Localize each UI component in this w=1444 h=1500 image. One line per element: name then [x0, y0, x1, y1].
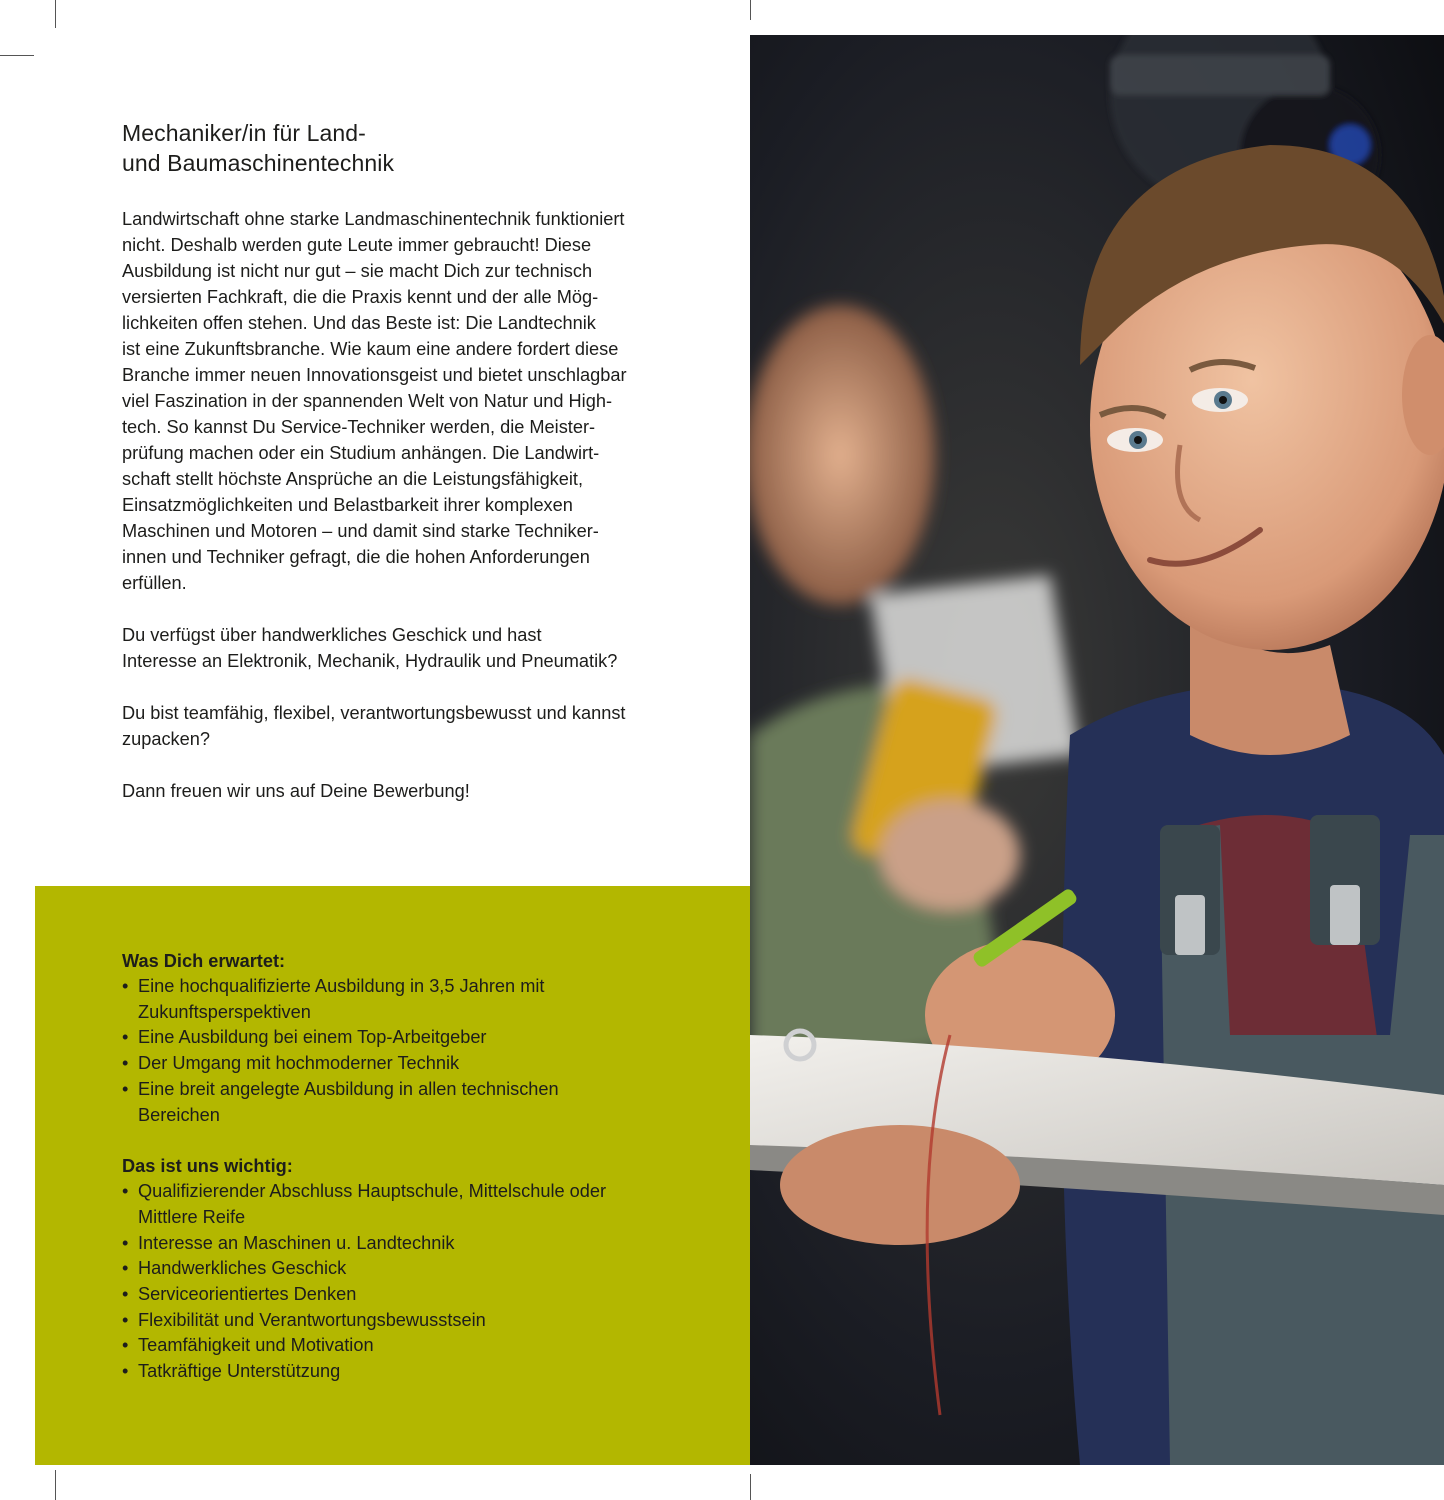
list-item	[122, 1051, 722, 1077]
paragraph-line: ist eine Zukunftsbranche. Wie kaum eine andere fordert diese	[122, 339, 619, 359]
teamwork-paragraph	[122, 700, 722, 752]
paragraph-line: schaft stellt höchste Ansprüche an die Leistungsfähigkeit,	[122, 469, 584, 489]
title-line: Mechaniker/in für Land-	[122, 120, 366, 146]
paragraph-line: Ausbildung ist nicht nur gut – sie macht Dich zur technisch	[122, 261, 593, 281]
list-item-text: Flexibilität und Verantwortungsbewusstsein	[138, 1309, 486, 1330]
paragraph-line: Branche immer neuen Innovationsgeist und bietet unschlagbar	[122, 365, 627, 385]
paragraph-line: Landwirtschaft ohne starke Landmaschinentechnik funktioniert	[122, 209, 625, 229]
list-item-text: Eine hochqualifizierte Ausbildung in 3,5 Jahren mit	[138, 976, 545, 996]
expect-list	[122, 974, 722, 1128]
paragraph-line: Du bist teamfähig, flexibel, verantwortungsbewusst und kannst	[122, 703, 626, 723]
list-item	[122, 1231, 722, 1257]
mechanic-photo	[750, 35, 1444, 1465]
bullet-icon: •	[122, 1284, 129, 1305]
paragraph-line: Du verfügst über handwerkliches Geschick und hast	[122, 625, 542, 645]
bullet-icon: •	[122, 1335, 129, 1356]
paragraph-line: erfüllen.	[122, 573, 187, 593]
list-item	[122, 1077, 722, 1128]
list-item-text: Bereichen	[138, 1104, 220, 1125]
paragraph-line: prüfung machen oder ein Studium anhängen. Die Landwirt-	[122, 443, 600, 463]
crop-mark	[750, 1474, 751, 1500]
info-lists	[122, 948, 722, 1385]
bullet-icon: •	[122, 1181, 129, 1202]
crop-mark	[0, 55, 34, 56]
list-item	[122, 1333, 722, 1359]
paragraph-line: innen und Techniker gefragt, die die hohen Anforderungen	[122, 547, 590, 567]
paragraph-line: Dann freuen wir uns auf Deine Bewerbung!	[122, 781, 470, 801]
bullet-icon: •	[122, 1309, 129, 1330]
list-item	[122, 974, 722, 1025]
paragraph-line: Interesse an Elektronik, Mechanik, Hydraulik und Pneumatik?	[122, 651, 618, 671]
paragraph-line: lichkeiten offen stehen. Und das Beste ist: Die Landtechnik	[122, 313, 596, 333]
list-item-text: Eine Ausbildung bei einem Top-Arbeitgeber	[138, 1027, 487, 1048]
list-item-text: Eine breit angelegte Ausbildung in allen technischen	[138, 1078, 559, 1099]
list-item-text: Der Umgang mit hochmoderner Technik	[138, 1053, 460, 1074]
list-item	[122, 1308, 722, 1334]
crop-mark	[750, 0, 751, 20]
list-item	[122, 1025, 722, 1051]
list-item-text: Serviceorientiertes Denken	[138, 1284, 357, 1305]
list-item-text: Tatkräftige Unterstützung	[138, 1361, 341, 1382]
application-paragraph	[122, 778, 722, 804]
paragraph-line: nicht. Deshalb werden gute Leute immer gebraucht! Diese	[122, 235, 592, 255]
paragraph-line: tech. So kannst Du Service-Techniker werden, die Meister-	[122, 417, 596, 437]
list-item	[122, 1256, 722, 1282]
page-title	[122, 118, 722, 178]
bullet-icon: •	[122, 1078, 129, 1099]
crop-mark	[55, 1470, 56, 1500]
crop-mark	[55, 0, 56, 28]
list-item	[122, 1179, 722, 1230]
skills-paragraph	[122, 622, 722, 674]
bullet-icon: •	[122, 976, 129, 996]
paragraph-line: Einsatzmöglichkeiten und Belastbarkeit ihrer komplexen	[122, 495, 573, 515]
important-heading: Das ist uns wichtig:	[122, 1156, 293, 1177]
list-item-text: Qualifizierender Abschluss Hauptschule, Mittelschule oder	[138, 1181, 607, 1202]
list-item-text: Teamfähigkeit und Motivation	[138, 1335, 374, 1356]
list-item	[122, 1359, 722, 1385]
list-item-text: Handwerkliches Geschick	[138, 1258, 347, 1279]
title-line: und Baumaschinentechnik	[122, 150, 395, 176]
bullet-icon: •	[122, 1361, 129, 1382]
expect-heading: Was Dich erwartet:	[122, 951, 286, 971]
paragraph-line: viel Faszination in der spannenden Welt von Natur und High-	[122, 391, 612, 411]
intro-paragraph	[122, 206, 722, 596]
important-list	[122, 1179, 722, 1385]
list-item-text: Mittlere Reife	[138, 1206, 246, 1227]
bullet-icon: •	[122, 1053, 129, 1074]
bullet-icon: •	[122, 1027, 129, 1048]
paragraph-line: zupacken?	[122, 729, 210, 749]
bullet-icon: •	[122, 1232, 129, 1253]
bullet-icon: •	[122, 1258, 129, 1279]
text-column	[122, 118, 722, 804]
list-item	[122, 1282, 722, 1308]
list-item-text: Interesse an Maschinen u. Landtechnik	[138, 1232, 455, 1253]
list-item-text: Zukunftsperspektiven	[138, 1001, 311, 1022]
paragraph-line: versierten Fachkraft, die die Praxis kennt und der alle Mög-	[122, 287, 599, 307]
paragraph-line: Maschinen und Motoren – und damit sind starke Techniker-	[122, 521, 599, 541]
